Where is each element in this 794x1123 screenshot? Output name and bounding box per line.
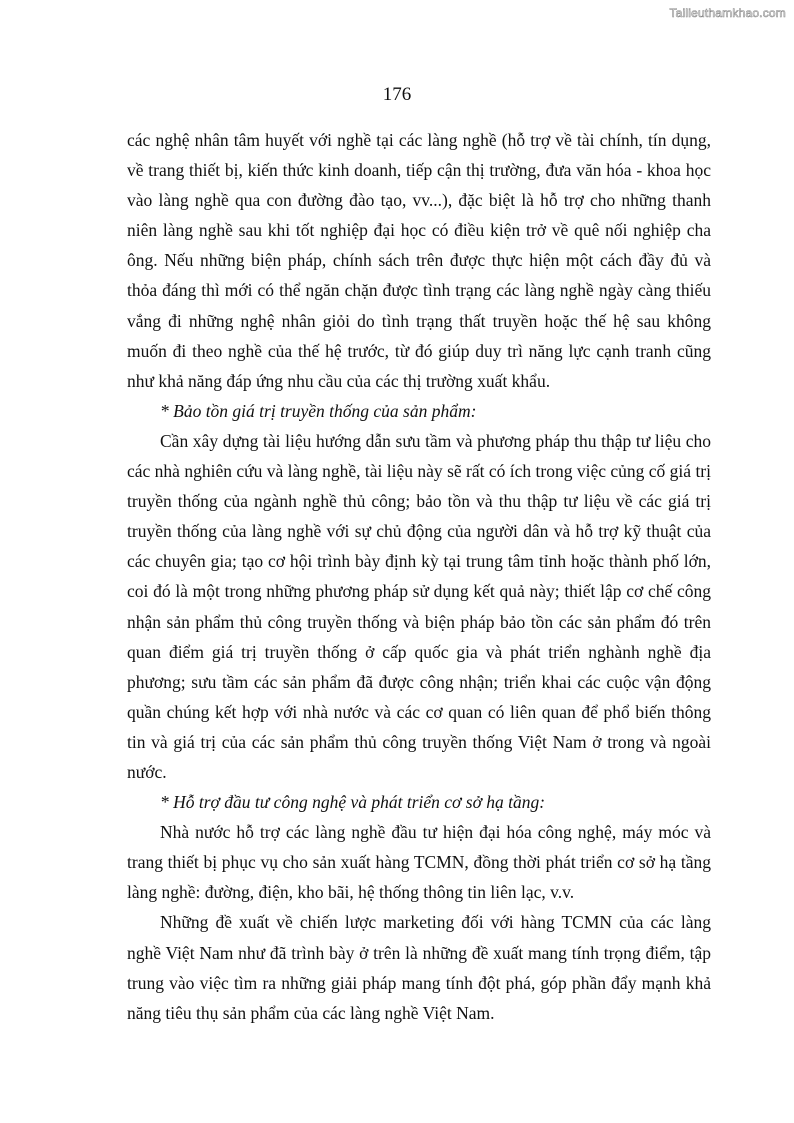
paragraph-continuation: các nghệ nhân tâm huyết với nghề tại các làng nghề (hỗ trợ về tài chính, tín dụng, về trang thiết bị, kiến thức kinh doanh, tiếp cận thị trường, đưa văn hóa - khoa học vào làng nghề qua con đường đào tạo, vv...), đặc biệt là hỗ trợ cho những thanh niên làng nghề sau khi tốt nghiệp đại học có điều kiện trở về quê nối nghiệp cha ông. Nếu những biện pháp, chính sách trên được thực hiện một cách đầy đủ và thỏa đáng thì mới có thể ngăn chặn được tình trạng các làng nghề ngày càng thiếu vắng đi những nghệ nhân giỏi do tình trạng thất truyền hoặc thế hệ sau không muốn đi theo nghề của thế hệ trước, từ đó giúp duy trì năng lực cạnh tranh cũng như khả năng đáp ứng nhu cầu của các thị trường xuất khẩu. [127, 130, 711, 391]
section-heading-preserve-traditional-value: * Bảo tồn giá trị truyền thống của sản phẩm: [160, 400, 477, 421]
watermark-text: Tailieuthamkhao.com [669, 6, 786, 20]
paragraph-conclusion: Những đề xuất về chiến lược marketing đối với hàng TCMN của các làng nghề Việt Nam như đã trình bày ở trên là những đề xuất mang tính trọng điểm, tập trung vào việc tìm ra những giải pháp mang tính đột phá, góp phần đẩy mạnh khả năng tiêu thụ sản phẩm của các làng nghề Việt Nam. [127, 912, 711, 1023]
paragraph-technology-infrastructure-support: Nhà nước hỗ trợ các làng nghề đầu tư hiện đại hóa công nghệ, máy móc và trang thiết bị phục vụ cho sản xuất hàng TCMN, đồng thời phát triển cơ sở hạ tầng làng nghề: đường, điện, kho bãi, hệ thống thông tin liên lạc, v.v. [127, 822, 711, 903]
page-body [127, 125, 711, 1028]
page-number: 176 [382, 84, 412, 105]
section-heading-technology-infrastructure-support: * Hỗ trợ đầu tư công nghệ và phát triển cơ sở hạ tầng: [160, 792, 546, 813]
paragraph-preserve-traditional-value: Cần xây dựng tài liệu hướng dẫn sưu tầm và phương pháp thu thập tư liệu cho các nhà nghiên cứu và làng nghề, tài liệu này sẽ rất có ích trong việc củng cố giá trị truyền thống của ngành nghề thủ công; bảo tồn và thu thập tư liệu về các giá trị truyền thống của làng nghề với sự chủ động của người dân và hỗ trợ kỹ thuật của các chuyên gia; tạo cơ hội trình bày định kỳ tại trung tâm tỉnh hoặc thành phố lớn, coi đó là một trong những phương pháp sử dụng kết quả này; thiết lập cơ chế công nhận sản phẩm thủ công truyền thống và biện pháp bảo tồn các sản phẩm đó trên quan điểm giá trị truyền thống ở cấp quốc gia và phát triển nghành nghề địa phương; sưu tầm các sản phẩm đã được công nhận; triển khai các cuộc vận động quần chúng kết hợp với nhà nước và các cơ quan có liên quan để phổ biến thông tin và giá trị của các sản phẩm thủ công truyền thống Việt Nam ở trong và ngoài nước. [127, 430, 711, 782]
